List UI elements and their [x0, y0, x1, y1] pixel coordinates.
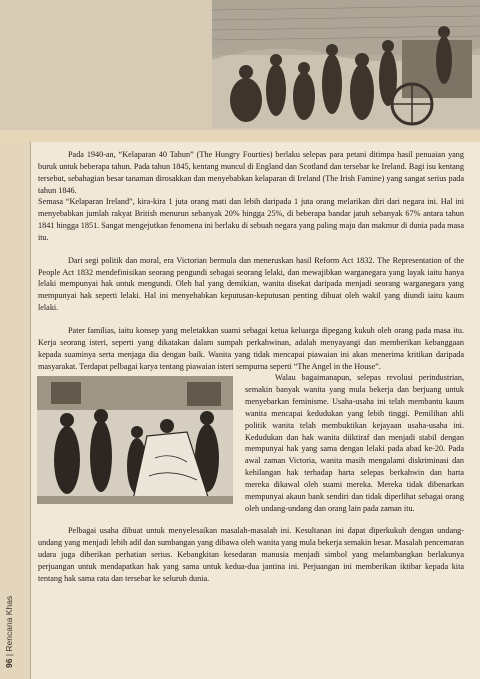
- article-body: [38, 149, 464, 585]
- left-margin-rule: [30, 142, 31, 679]
- ballroom-engraving-image: [37, 376, 233, 504]
- paragraph-5: Walau bagaimanapun, selepas revolusi perindustrian, semakin banyak wanita yang mula bekerja dan berjuang untuk menyebarkan feminisme. Usaha-usaha ini telah membantu kaum wanita mencapai kedudukan yang lebih tinggi. Pemilihan ahli politik wanita telah membuktikan kejayaan usaha-usaha ini. Kedudukan dan hak wanita diiktiraf dan menjadi stabil dengan mempunyai hak yang sama dengan lelaki pada abad ke-20. Pada awal zaman Victoria, wanita masih mengalami diskriminasi dan kehilangan hak terhadap harta selepas berkahwin dan harta mereka dikawal oleh suami mereka. Mereka tidak dibenarkan mempunyai akaun bank sendiri dan tidak diperlihat sebagai orang oleh undang-undang dan orang lain pada zaman itu.: [245, 373, 464, 513]
- victorian-scene-illustration-icon: [37, 376, 233, 504]
- paragraph-1: Pada 1940-an, “Kelaparan 40 Tahun” (The Hungry Fourties) berlaku selepas para petani ditimpa hasil penuaian yang buruk untuk beberapa tahun. Pada tahun 1845, kentang muncul di England dan Scotland dan tersebar ke Ireland. Bagi isu kentang tersebut, sebahagian besar tanaman dirosakkan dan menyebabkan kelaparan di Ireland (The Irish Famine) yang sangat serius pada tahun 1846.: [38, 150, 464, 195]
- header-divider-stripe: [0, 130, 480, 142]
- book-title: Rencana Khas: [4, 595, 14, 652]
- page-footer-label: 96 | Rencana Khas: [4, 595, 14, 668]
- page-number: 96: [4, 658, 14, 668]
- hero-engraving-image: [212, 0, 480, 128]
- paragraph-2: Semasa “Kelaparan Ireland”, kira-kira 1 juta orang mati dan lebih daripada 1 juta orang melarikan diri dari negara ini. Hal ini menyebabkan jumlah rakyat British menurun sebanyak 20% hingga 25%, di beberapa bandar jatuh sebanyak 67% antara tahun 1841 hingga 1851. Sangat mengejutkan fenomena ini berlaku di sebuah negara yang paling maju dan makmur di dunia pada masa itu.: [38, 197, 464, 242]
- famine-illustration-icon: [212, 0, 480, 128]
- paragraph-6: Pelbagai usaha dibuat untuk menyelesaikan masalah-masalah ini. Kesultanan ini dapat diperkukuh dengan undang-undang yang menjadi lebih adil dan sumbangan yang dibawa oleh wanita yang mula bekerja semakin besar. Masalah pencemaran udara juga diberikan perhatian serius. Kebangkitan kesedaran manusia menjadi simbol yang melambangkan berlakunya perjuangan untuk mendapatkan hak yang sama untuk kedua-dua jantina ini. Perjuangan ini memberikan iktibar kepada kita tentang hak sama rata dan tersebar ke seluruh dunia.: [38, 526, 464, 583]
- paragraph-3: Dari segi politik dan moral, era Victorian bermula dan meneruskan hasil Reform Act 1832. The Representation of the People Act 1832 mendefinisikan seorang pengundi sebagai seorang lelaki, dan mewajibkan warganegara yang layak iaitu hanya lelaki mempunyai hak untuk mengundi. Oleh hal yang demikian, wanita disekat daripada menjadi seorang warganegara yang mempunyai hak seperti lelaki. Hal ini menyebabkan keputusan-keputusan penting dibuat oleh wakil yang diundi iaitu kaum lelaki.: [38, 255, 464, 313]
- paragraph-4: Pater familias, iaitu konsep yang meletakkan suami sebagai ketua keluarga dipegang kukuh oleh orang pada masa itu. Kerja seorang isteri, seperti yang dikatakan dalam sumpah perkahwinan, adalah menyayangi dan memberikan kebanggaan kepada suaminya serta menjaga dia dengan baik. Wanita yang tidak mencapai piawaian ini akan menerima kritikan daripada masyarakat. Terdapat pelbagai karya tentang piawaian isteri sempurna seperti “The Angel in the House”.: [38, 325, 464, 371]
